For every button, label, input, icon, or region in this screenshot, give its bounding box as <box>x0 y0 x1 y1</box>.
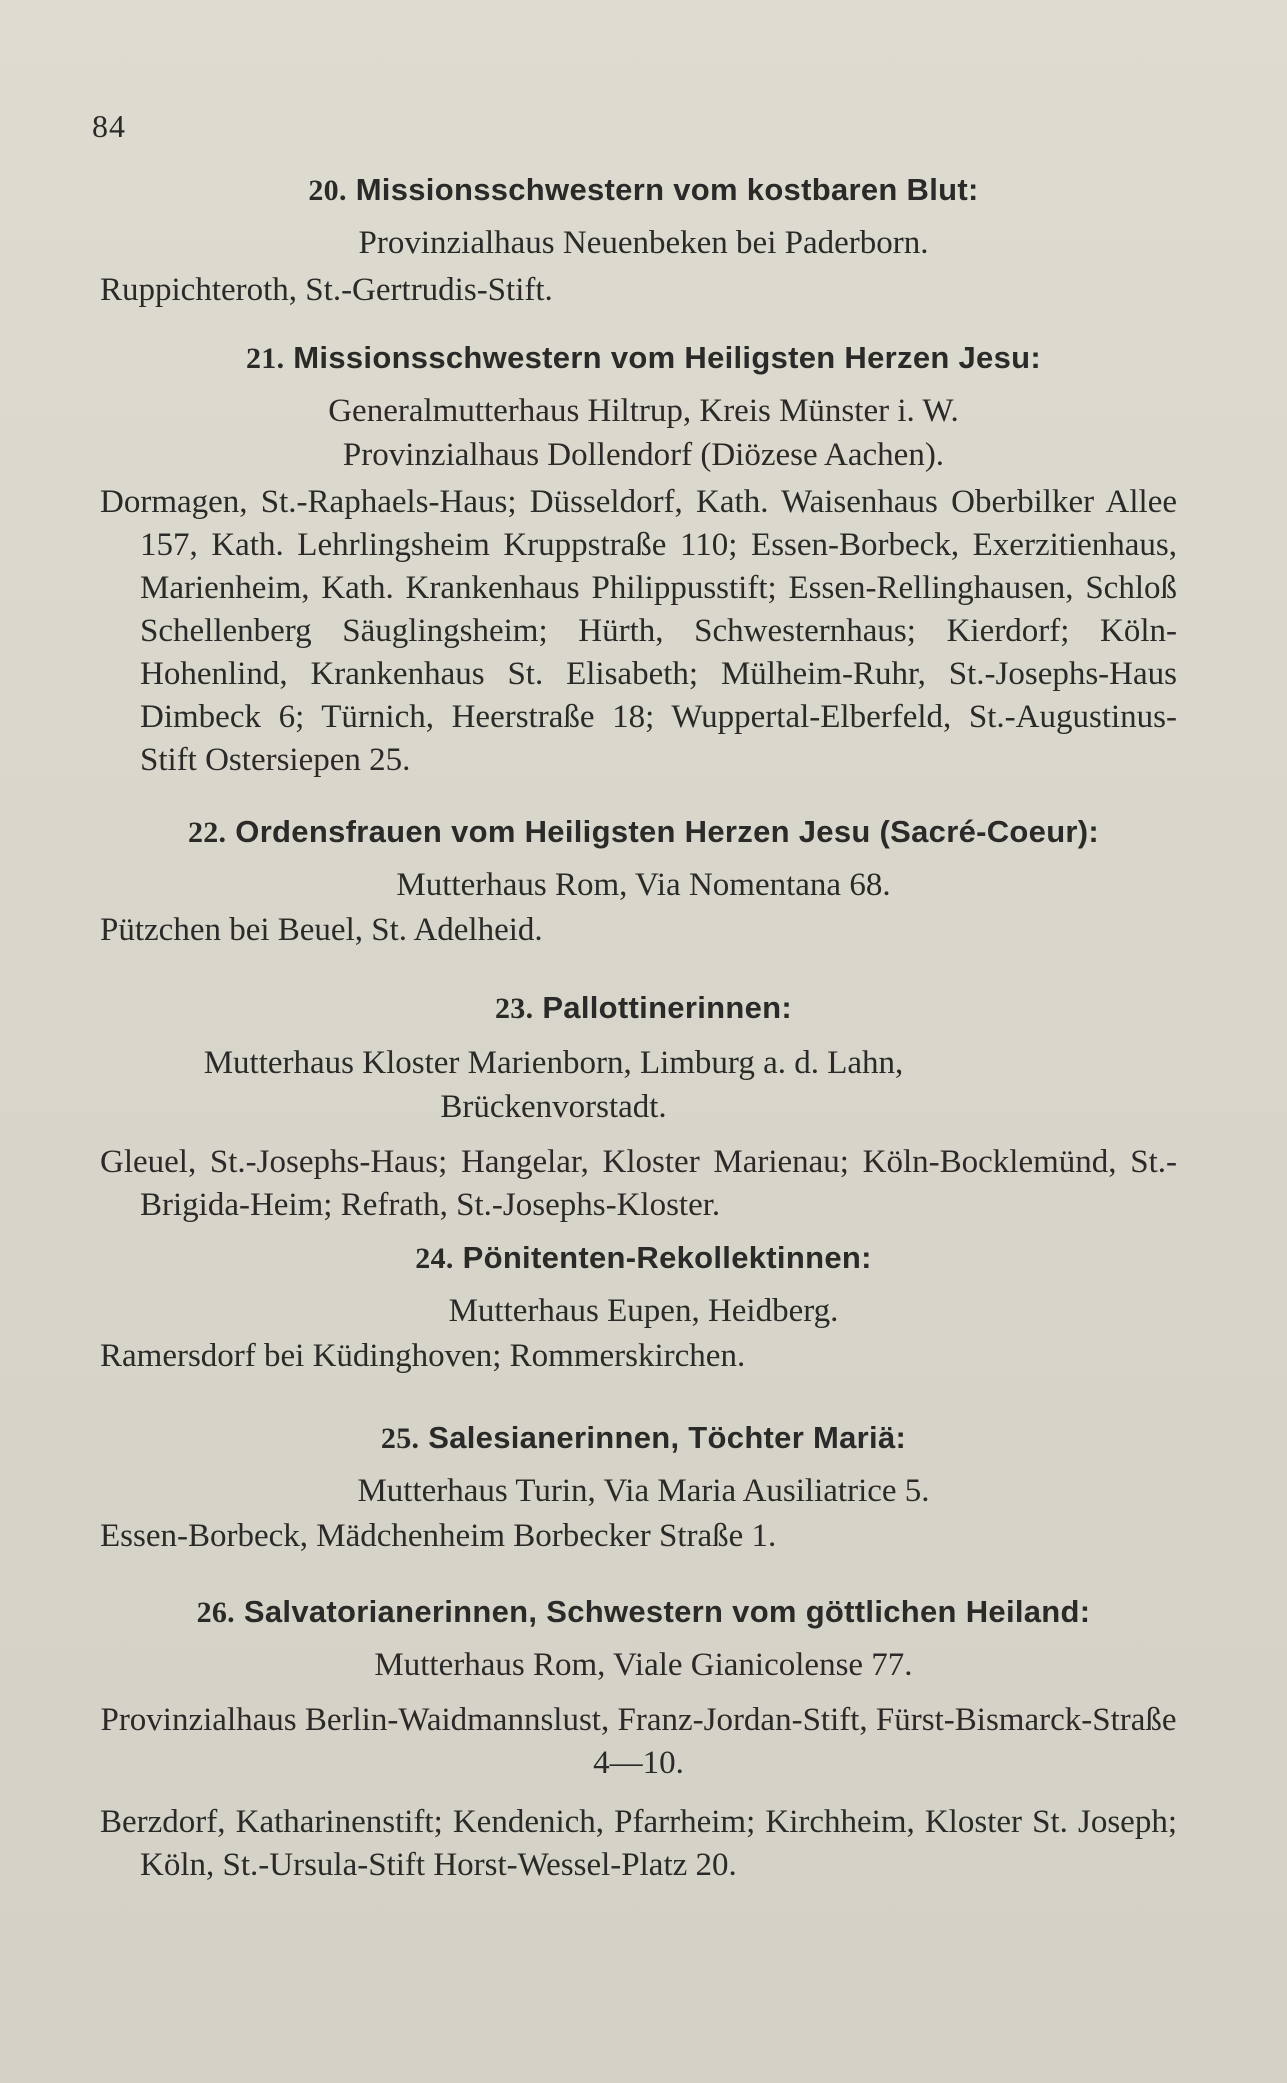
section-26 <box>0 1592 1287 1887</box>
section-title: Missionsschwestern vom Heiligsten Herzen Jesu: <box>293 340 1042 375</box>
motherhouse-line: Provinzialhaus Neuenbeken bei Paderborn. <box>358 225 929 261</box>
section-number: 26. <box>196 1596 235 1629</box>
motherhouse-line: Generalmutterhaus Hiltrup, Kreis Münster i. W. <box>328 393 959 429</box>
section-25 <box>0 1418 1287 1558</box>
section-number: 24. <box>415 1242 454 1275</box>
locations-paragraph: Ramersdorf bei Küdinghoven; Rommerskirchen. <box>100 1338 746 1374</box>
provincial-house-line: Provinzialhaus Dollendorf (Diözese Aachen). <box>342 437 945 473</box>
motherhouse-line: Mutterhaus Kloster Marienborn, Limburg a. d. Lahn, Brückenvorstadt. <box>203 1045 904 1125</box>
section-24 <box>0 1238 1287 1378</box>
section-title: Missionsschwestern vom kostbaren Blut: <box>355 172 979 207</box>
locations-paragraph: Gleuel, St.-Josephs-Haus; Hangelar, Kloster Marienau; Köln-Bocklemünd, St.-Brigida-Heim; Refrath, St.-Josephs-Kloster. <box>100 1144 1177 1223</box>
section-number: 22. <box>187 816 227 849</box>
section-heading <box>0 1238 1287 1279</box>
motherhouse-line: Mutterhaus Rom, Viale Gianicolense 77. <box>374 1647 913 1683</box>
section-heading <box>0 1592 1287 1633</box>
section-number: 23. <box>495 992 534 1025</box>
section-title: Ordensfrauen vom Heiligsten Herzen Jesu (Sacré-Coeur): <box>235 814 1100 849</box>
section-heading <box>0 338 1287 379</box>
locations-paragraph: Essen-Borbeck, Mädchenheim Borbecker Straße 1. <box>100 1518 777 1554</box>
section-heading <box>0 1418 1287 1459</box>
section-21 <box>0 338 1287 782</box>
locations-paragraph: Ruppichteroth, St.-Gertrudis-Stift. <box>100 272 553 308</box>
section-number: 25. <box>380 1422 420 1455</box>
section-title: Pallottinerinnen: <box>542 990 792 1025</box>
motherhouse-line: Mutterhaus Turin, Via Maria Ausiliatrice 5. <box>357 1473 930 1509</box>
section-heading <box>0 988 1287 1029</box>
section-20 <box>0 170 1287 312</box>
section-title: Pönitenten-Rekollektinnen: <box>462 1240 872 1275</box>
locations-paragraph: Berzdorf, Katharinenstift; Kendenich, Pfarrheim; Kirchheim, Kloster St. Joseph; Köln, St.-Ursula-Stift Horst-Wessel-Platz 20. <box>100 1804 1177 1883</box>
motherhouse-line: Mutterhaus Rom, Via Nomentana 68. <box>396 867 891 903</box>
section-title: Salesianerinnen, Töchter Mariä: <box>428 1420 907 1455</box>
section-title: Salvatorianerinnen, Schwestern vom göttlichen Heiland: <box>243 1594 1091 1629</box>
page-number: 84 <box>92 108 126 144</box>
motherhouse-line: Mutterhaus Eupen, Heidberg. <box>448 1293 839 1329</box>
section-22 <box>0 812 1287 952</box>
section-number: 21. <box>245 342 285 375</box>
provincial-house-paragraph: Provinzialhaus Berlin-Waidmannslust, Franz-Jordan-Stift, Fürst-Bismarck-Straße 4—10. <box>100 1702 1177 1781</box>
section-heading <box>0 812 1287 853</box>
section-heading <box>0 170 1287 211</box>
locations-paragraph: Dormagen, St.-Raphaels-Haus; Düsseldorf, Kath. Waisenhaus Oberbilker Allee 157, Kath. Lehrlingsheim Kruppstraße 110; Essen-Borbeck, Exerzitienhaus, Marienheim, Kath. Krankenhaus Philippusstift; Essen-Rellinghausen, Schloß Schellenberg Säuglingsheim; Hürth, Schwesternhaus; Kierdorf; Köln-Hohenlind, Krankenhaus St. Elisabeth; Mülheim-Ruhr, St.-Josephs-Haus Dimbeck 6; Türnich, Heerstraße 18; Wuppertal-Elberfeld, St.-Augustinus-Stift Ostersiepen 25. <box>100 484 1177 778</box>
section-number: 20. <box>308 174 347 207</box>
section-23 <box>0 988 1287 1227</box>
locations-paragraph: Pützchen bei Beuel, St. Adelheid. <box>100 912 543 948</box>
